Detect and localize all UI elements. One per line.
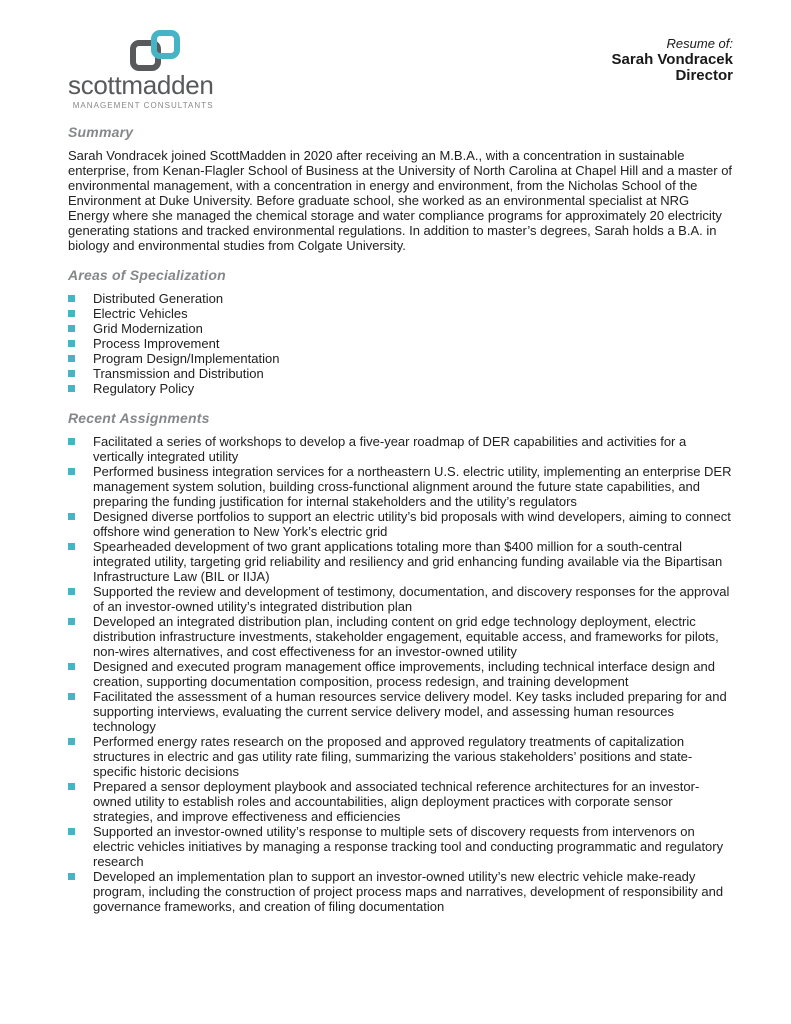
section-summary	[68, 124, 733, 253]
list-item-text: Electric Vehicles	[93, 306, 188, 321]
areas-list	[68, 291, 733, 396]
list-item	[68, 321, 733, 336]
list-item-text: Regulatory Policy	[93, 381, 195, 396]
list-item-text: Transmission and Distribution	[93, 366, 264, 381]
list-item	[68, 306, 733, 321]
logo-tagline: MANAGEMENT CONSULTANTS	[72, 101, 214, 110]
list-item-text: Facilitated the assessment of a human resources service delivery model. Key tasks included preparing for and supporting interviews, evaluating the current service delivery model, and assessing human resources technology	[93, 689, 727, 734]
list-item-text: Designed and executed program management office improvements, including technical interface design and creation, supporting documentation composition, process redesign, and training development	[93, 659, 715, 689]
scottmadden-logo	[68, 30, 214, 110]
resume-of-block	[612, 36, 733, 84]
list-item	[68, 381, 733, 396]
logo-square-teal-icon	[151, 30, 180, 59]
summary-heading: Summary	[68, 124, 134, 140]
list-item	[68, 614, 733, 659]
square-bullet-icon	[68, 783, 75, 790]
square-bullet-icon	[68, 618, 75, 625]
square-bullet-icon	[68, 295, 75, 302]
list-item-text: Performed business integration services for a northeastern U.S. electric utility, implementing an enterprise DER management system solution, building cross-functional alignment around the future state capabilities, and preparing the funding justification for internal stakeholders and the utility’s regulators	[93, 464, 732, 509]
list-item-text: Developed an integrated distribution plan, including content on grid edge technology deployment, electric distribution infrastructure investments, stakeholder engagement, equitable access, and frameworks for pilots, non-wires alternatives, and cost effectiveness for an investor-owned utility	[93, 614, 719, 659]
list-item-text: Facilitated a series of workshops to develop a five-year roadmap of DER capabilities and activities for a vertically integrated utility	[93, 434, 687, 464]
list-item	[68, 734, 733, 779]
summary-paragraph: Sarah Vondracek joined ScottMadden in 2020 after receiving an M.B.A., with a concentration in sustainable enterprise, from Kenan-Flagler School of Business at the University of North Carolina at Chapel Hill and a master of environmental management, with a concentration in energy and environment, from the Nicholas School of the Environment at Duke University. Before graduate school, she worked as an environmental specialist at NRG Energy where she managed the chemical storage and water compliance programs for approximately 20 electricity generating stations and tracked environmental regulations. In addition to master’s degrees, Sarah holds a B.A. in biology and environmental studies from Colgate University.	[68, 148, 733, 253]
square-bullet-icon	[68, 438, 75, 445]
assignments-heading: Recent Assignments	[68, 410, 210, 426]
square-bullet-icon	[68, 468, 75, 475]
list-item	[68, 366, 733, 381]
list-item	[68, 539, 733, 584]
list-item	[68, 779, 733, 824]
list-item	[68, 351, 733, 366]
assignments-list	[68, 434, 733, 914]
list-item-text: Process Improvement	[93, 336, 220, 351]
square-bullet-icon	[68, 310, 75, 317]
resume-of-label: Resume of:	[666, 36, 733, 51]
list-item-text: Designed diverse portfolios to support an electric utility’s bid proposals with wind developers, aiming to connect offshore wind generation to New York’s electric grid	[93, 509, 731, 539]
square-bullet-icon	[68, 355, 75, 362]
logo-icon	[130, 30, 190, 71]
list-item	[68, 291, 733, 306]
list-item	[68, 869, 733, 914]
list-item	[68, 659, 733, 689]
list-item-text: Supported the review and development of testimony, documentation, and discovery responses for the approval of an investor-owned utility’s integrated distribution plan	[93, 584, 730, 614]
list-item	[68, 824, 733, 869]
list-item	[68, 689, 733, 734]
areas-heading: Areas of Specialization	[68, 267, 226, 283]
list-item-text: Prepared a sensor deployment playbook and associated technical reference architectures for an investor-owned utility to establish roles and accountabilities, align deployment practices with corporate sensor strategies, and improve effectiveness and efficiencies	[93, 779, 700, 824]
square-bullet-icon	[68, 588, 75, 595]
list-item-text: Distributed Generation	[93, 291, 224, 306]
square-bullet-icon	[68, 340, 75, 347]
square-bullet-icon	[68, 828, 75, 835]
list-item	[68, 336, 733, 351]
person-title: Director	[675, 67, 733, 84]
section-areas-of-specialization	[68, 267, 733, 396]
header	[68, 30, 733, 110]
square-bullet-icon	[68, 693, 75, 700]
square-bullet-icon	[68, 543, 75, 550]
person-name: Sarah Vondracek	[611, 51, 733, 68]
square-bullet-icon	[68, 663, 75, 670]
square-bullet-icon	[68, 738, 75, 745]
list-item	[68, 434, 733, 464]
list-item-text: Developed an implementation plan to support an investor-owned utility’s new electric vehicle make-ready program, including the construction of project process maps and narratives, development of responsibility and governance frameworks, and creation of filing documentation	[93, 869, 724, 914]
list-item-text: Supported an investor-owned utility’s response to multiple sets of discovery requests from intervenors on electric vehicles initiatives by managing a response tracking tool and conducting programmatic and regulatory research	[93, 824, 724, 869]
list-item	[68, 464, 733, 509]
square-bullet-icon	[68, 513, 75, 520]
list-item	[68, 509, 733, 539]
square-bullet-icon	[68, 873, 75, 880]
square-bullet-icon	[68, 325, 75, 332]
list-item-text: Spearheaded development of two grant applications totaling more than $400 million for a south-central integrated utility, targeting grid reliability and resiliency and grid enhancing funding available via the Bipartisan Infrastructure Law (BIL or IIJA)	[93, 539, 723, 584]
list-item-text: Performed energy rates research on the proposed and approved regulatory treatments of capitalization structures in electric and gas utility rate filing, summarizing the various stakeholders’ positions and state-specific historic decisions	[93, 734, 693, 779]
list-item-text: Grid Modernization	[93, 321, 203, 336]
square-bullet-icon	[68, 370, 75, 377]
list-item	[68, 584, 733, 614]
square-bullet-icon	[68, 385, 75, 392]
logo-wordmark: scottmadden	[68, 70, 214, 100]
section-recent-assignments	[68, 410, 733, 914]
list-item-text: Program Design/Implementation	[93, 351, 280, 366]
